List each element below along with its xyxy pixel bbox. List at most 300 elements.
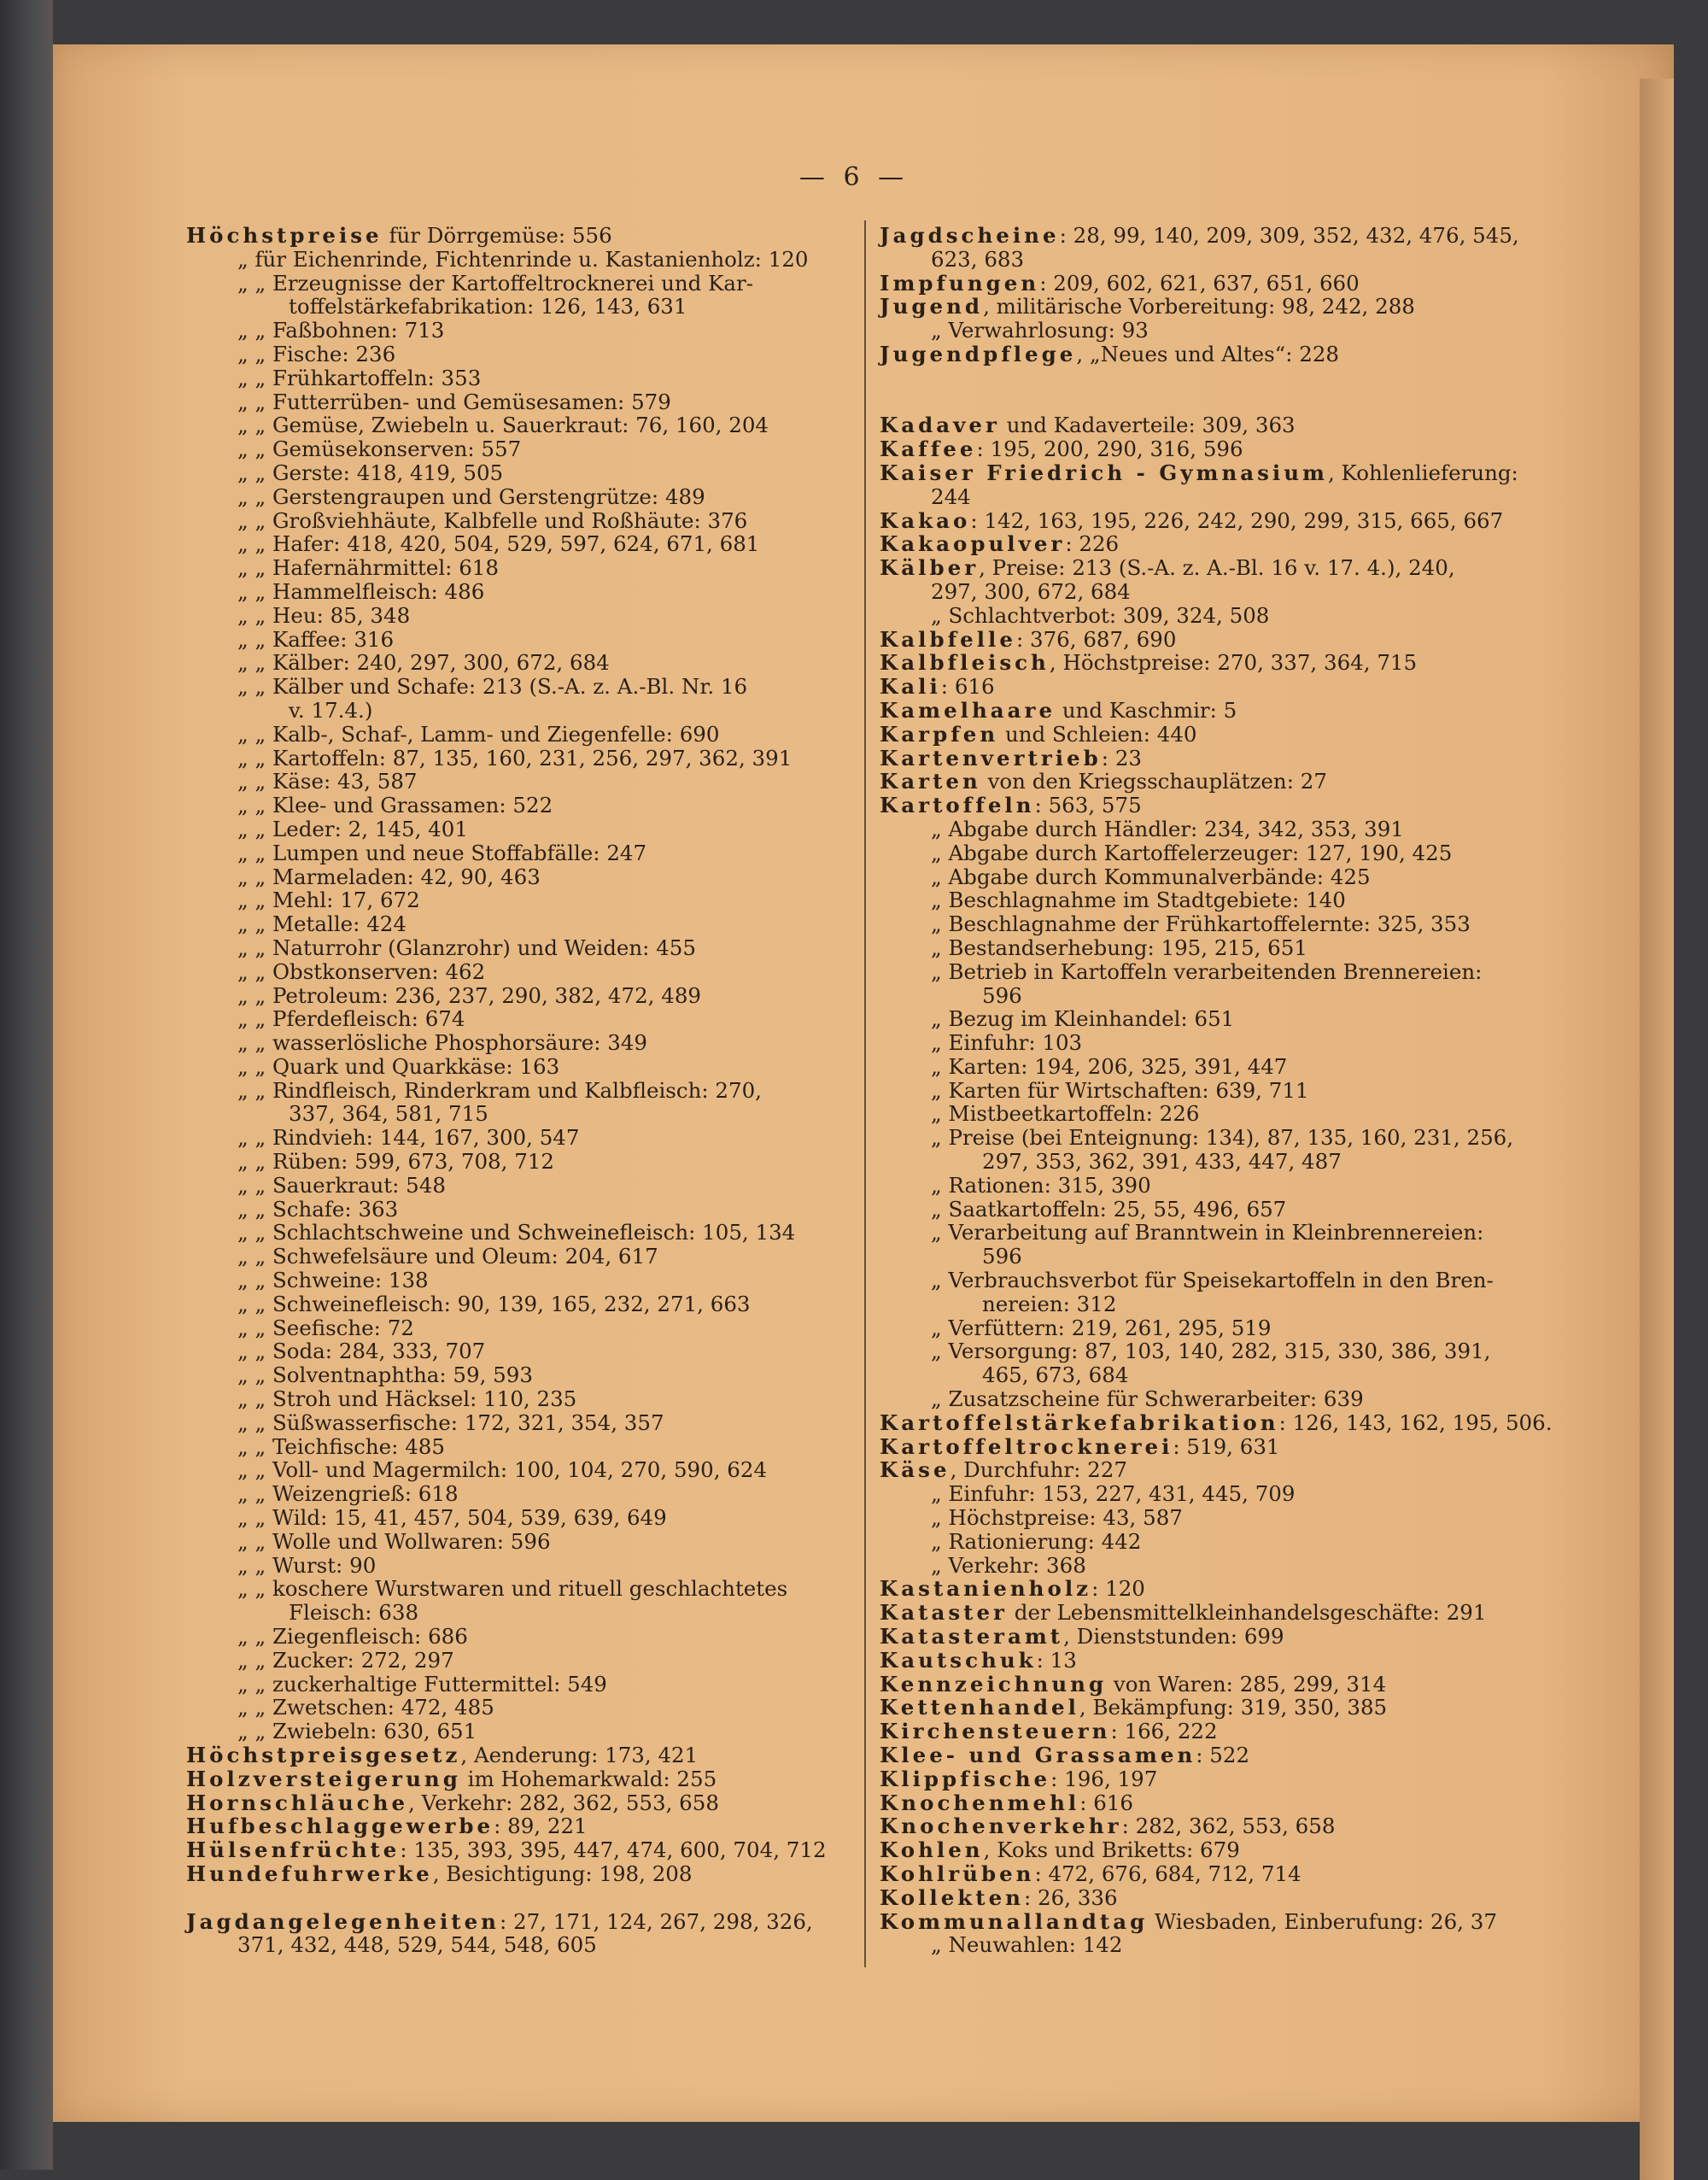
index-entry bbox=[186, 1482, 852, 1506]
index-entry bbox=[880, 1838, 1546, 1862]
index-text: „ Neuwahlen: 142 bbox=[931, 1932, 1123, 1958]
index-entry bbox=[186, 1387, 852, 1411]
index-entry bbox=[880, 224, 1546, 248]
index-text: „ „ Rindfleisch, Rinderkram und Kalbfleisch: 270, bbox=[237, 1077, 762, 1103]
index-keyword: Kadaver bbox=[880, 413, 1000, 438]
index-text: „ „ Schweinefleisch: 90, 139, 165, 232, 271, 663 bbox=[237, 1291, 751, 1316]
index-text: , militärische Vorbereitung: 98, 242, 288 bbox=[983, 294, 1415, 319]
index-text: toffelstärkefabrikation: 126, 143, 631 bbox=[289, 294, 687, 319]
index-text: : 519, 631 bbox=[1173, 1433, 1280, 1459]
index-text: „ „ koschere Wurstwaren und rituell geschlachtetes bbox=[237, 1576, 788, 1602]
index-text: : 27, 171, 124, 267, 298, 326, bbox=[500, 1908, 813, 1934]
index-keyword: Klippfische bbox=[880, 1766, 1051, 1791]
index-keyword: Kaiser Friedrich - Gymnasium bbox=[880, 460, 1328, 485]
index-text: „ „ Solventnaphtha: 59, 593 bbox=[237, 1362, 533, 1388]
index-entry bbox=[186, 224, 852, 248]
index-entry bbox=[186, 1007, 852, 1031]
index-entry bbox=[880, 1245, 1546, 1269]
index-entry bbox=[880, 1363, 1546, 1387]
index-text: : 13 bbox=[1036, 1647, 1077, 1673]
index-text: der Lebensmittelkleinhandelsgeschäfte: 291 bbox=[1007, 1600, 1487, 1626]
index-entry bbox=[880, 984, 1546, 1008]
index-entry bbox=[186, 1933, 852, 1957]
index-text: „ „ wasserlösliche Phosphorsäure: 349 bbox=[237, 1030, 647, 1056]
index-text: „ „ Schweine: 138 bbox=[237, 1268, 429, 1293]
index-entry bbox=[186, 1198, 852, 1222]
index-entry bbox=[186, 651, 852, 675]
index-entry bbox=[880, 651, 1546, 675]
index-entry bbox=[880, 794, 1546, 818]
index-keyword: Klee- und Grassamen bbox=[880, 1743, 1196, 1767]
index-column-left bbox=[186, 224, 852, 1957]
index-entry bbox=[880, 1387, 1546, 1411]
index-entry bbox=[186, 248, 852, 272]
index-text: „ „ Weizengrieß: 618 bbox=[237, 1481, 459, 1507]
index-text: : 166, 222 bbox=[1110, 1719, 1218, 1744]
index-text: : 472, 676, 684, 712, 714 bbox=[1034, 1861, 1301, 1886]
index-entry bbox=[186, 912, 852, 936]
index-entry bbox=[880, 1339, 1546, 1363]
index-text: im Hohemarkwald: 255 bbox=[460, 1766, 717, 1791]
index-keyword: Kalbfleisch bbox=[880, 650, 1050, 676]
index-text: „ Schlachtverbot: 309, 324, 508 bbox=[931, 602, 1270, 628]
index-keyword: Hundefuhrwerke bbox=[186, 1861, 433, 1886]
index-entry bbox=[880, 272, 1546, 296]
index-keyword: Jagdangelegenheiten bbox=[186, 1908, 500, 1934]
index-text: „ „ Voll- und Magermilch: 100, 104, 270, 590, 624 bbox=[237, 1457, 768, 1483]
index-keyword: Kataster bbox=[880, 1600, 1008, 1626]
index-text: : 23 bbox=[1101, 745, 1142, 771]
index-text: , Aenderung: 173, 421 bbox=[460, 1743, 699, 1767]
index-text: „ „ Wild: 15, 41, 457, 504, 539, 639, 649 bbox=[237, 1505, 667, 1531]
index-entry bbox=[186, 272, 852, 296]
index-text: „ Saatkartoffeln: 25, 55, 496, 657 bbox=[931, 1196, 1287, 1222]
index-entry bbox=[186, 723, 852, 747]
index-keyword: Kirchensteuern bbox=[880, 1719, 1111, 1744]
index-entry bbox=[880, 1506, 1546, 1530]
index-text: „ „ Käse: 43, 587 bbox=[237, 769, 418, 794]
index-keyword: Jagdscheine bbox=[880, 223, 1060, 248]
index-text: „ Versorgung: 87, 103, 140, 282, 315, 330, 386, 391, bbox=[931, 1339, 1491, 1364]
index-entry bbox=[880, 1007, 1546, 1031]
index-entry bbox=[186, 1126, 852, 1150]
index-text: von den Kriegsschauplätzen: 27 bbox=[980, 769, 1327, 794]
index-text: „ „ Leder: 2, 145, 401 bbox=[237, 816, 468, 841]
index-keyword: Kakaopulver bbox=[880, 531, 1066, 557]
index-entry bbox=[186, 461, 852, 485]
index-entry bbox=[880, 723, 1546, 747]
index-entry bbox=[186, 699, 852, 723]
index-text: 596 bbox=[982, 1244, 1022, 1269]
index-entry bbox=[186, 1743, 852, 1767]
index-text: : 522 bbox=[1196, 1743, 1250, 1767]
index-entry bbox=[186, 1696, 852, 1720]
index-text: „ Abgabe durch Kommunalverbände: 425 bbox=[931, 864, 1371, 889]
index-entry bbox=[880, 1720, 1546, 1743]
index-text: : 196, 197 bbox=[1050, 1766, 1158, 1791]
index-entry bbox=[880, 747, 1546, 771]
index-text: 337, 364, 581, 715 bbox=[289, 1101, 488, 1127]
index-text: „ „ Sauerkraut: 548 bbox=[237, 1172, 446, 1198]
index-text: „ „ Gemüse, Zwiebeln u. Sauerkraut: 76, 160, 204 bbox=[237, 413, 769, 438]
index-entry bbox=[186, 1435, 852, 1459]
index-entry bbox=[880, 818, 1546, 841]
index-text: , Kohlenlieferung: bbox=[1327, 460, 1518, 485]
index-entry bbox=[186, 1838, 852, 1862]
index-text: „ „ Kaffee: 316 bbox=[237, 626, 395, 652]
index-entry bbox=[186, 1649, 852, 1673]
index-text: „ Einfuhr: 103 bbox=[931, 1030, 1083, 1056]
index-entry bbox=[880, 960, 1546, 984]
index-column-right bbox=[880, 223, 1553, 1958]
index-text: „ „ Gerste: 418, 419, 505 bbox=[237, 460, 504, 485]
index-text: „ Verfüttern: 219, 261, 295, 519 bbox=[931, 1315, 1272, 1340]
index-keyword: Knochenverkehr bbox=[880, 1814, 1122, 1839]
index-text: „ „ Kalb-, Schaf-, Lamm- und Ziegenfelle: 690 bbox=[237, 721, 720, 747]
index-entry bbox=[880, 1221, 1546, 1245]
index-text: 623, 683 bbox=[931, 246, 1025, 272]
index-entry bbox=[186, 770, 852, 794]
index-entry bbox=[880, 1625, 1546, 1649]
index-entry bbox=[880, 1482, 1546, 1506]
index-text: „ „ Kartoffeln: 87, 135, 160, 231, 256, 297, 362, 391 bbox=[237, 745, 793, 771]
column-divider bbox=[864, 220, 866, 1967]
index-text: „ „ Ziegenfleisch: 686 bbox=[237, 1624, 468, 1650]
index-keyword: Höchstpreise bbox=[186, 223, 383, 248]
index-keyword: Kartoffeln bbox=[880, 793, 1035, 818]
index-entry bbox=[880, 295, 1546, 319]
index-text: , Durchfuhr: 227 bbox=[950, 1457, 1127, 1483]
index-entry bbox=[186, 1814, 852, 1838]
blank-line bbox=[880, 390, 1546, 414]
index-entry bbox=[186, 1221, 852, 1245]
index-entry bbox=[880, 1910, 1546, 1934]
index-keyword: Hornschläuche bbox=[186, 1790, 409, 1815]
index-keyword: Kartoffelstärkefabrikation bbox=[880, 1409, 1279, 1435]
index-entry bbox=[880, 1102, 1546, 1126]
index-text: „ Verwahrlosung: 93 bbox=[931, 318, 1149, 343]
index-text: „ Karten: 194, 206, 325, 391, 447 bbox=[931, 1053, 1288, 1079]
index-entry bbox=[186, 1673, 852, 1697]
index-text: von Waren: 285, 299, 314 bbox=[1107, 1671, 1387, 1697]
index-text: „ „ Kälber und Schafe: 213 (S.-A. z. A.-Bl. Nr. 16 bbox=[237, 674, 748, 700]
index-entry bbox=[880, 865, 1546, 889]
index-text: , Dienststunden: 699 bbox=[1063, 1624, 1284, 1650]
index-entry bbox=[186, 1055, 852, 1079]
index-entry bbox=[880, 1554, 1546, 1578]
index-text: „ „ Heu: 85, 348 bbox=[237, 602, 411, 628]
index-keyword: Holzversteigerung bbox=[186, 1766, 461, 1791]
index-text: „ „ Futterrüben- und Gemüsesamen: 579 bbox=[237, 389, 671, 414]
index-entry bbox=[186, 1316, 852, 1340]
index-entry bbox=[186, 556, 852, 580]
index-entry bbox=[880, 628, 1546, 652]
index-text: „ „ Lumpen und neue Stoffabfälle: 247 bbox=[237, 840, 647, 865]
index-entry bbox=[186, 1339, 852, 1363]
index-text: „ „ Hammelfleisch: 486 bbox=[237, 578, 485, 604]
index-text: 371, 432, 448, 529, 544, 548, 605 bbox=[237, 1932, 597, 1958]
index-keyword: Kälber bbox=[880, 555, 980, 581]
blank-line bbox=[186, 1886, 852, 1910]
index-text: „ „ Kälber: 240, 297, 300, 672, 684 bbox=[237, 650, 610, 676]
index-keyword: Jugendpflege bbox=[880, 341, 1077, 366]
index-entry bbox=[186, 1577, 852, 1601]
index-text: „ Karten für Wirtschaften: 639, 711 bbox=[931, 1077, 1309, 1103]
index-text: : 616 bbox=[1079, 1790, 1134, 1815]
index-text: „ Einfuhr: 153, 227, 431, 445, 709 bbox=[931, 1481, 1296, 1507]
index-text: : 135, 393, 395, 447, 474, 600, 704, 712 bbox=[400, 1837, 827, 1863]
index-entry bbox=[880, 770, 1546, 794]
index-keyword: Kohlrüben bbox=[880, 1861, 1035, 1886]
index-entry bbox=[186, 1625, 852, 1649]
index-entry bbox=[186, 1862, 852, 1886]
index-entry bbox=[880, 888, 1546, 912]
index-keyword: Impfungen bbox=[880, 270, 1040, 296]
index-keyword: Kakao bbox=[880, 507, 971, 533]
index-text: „ für Eichenrinde, Fichtenrinde u. Kastanienholz: 120 bbox=[237, 246, 809, 272]
index-text: „ Rationen: 315, 390 bbox=[931, 1172, 1151, 1198]
index-text: „ „ Obstkonserven: 462 bbox=[237, 958, 486, 984]
index-entry bbox=[186, 604, 852, 628]
index-text: 297, 300, 672, 684 bbox=[931, 578, 1131, 604]
index-entry bbox=[186, 1601, 852, 1625]
index-entry bbox=[880, 1530, 1546, 1554]
index-entry bbox=[880, 1743, 1546, 1767]
index-text: Wiesbaden, Einberufung: 26, 37 bbox=[1148, 1908, 1497, 1934]
index-keyword: Höchstpreisgesetz bbox=[186, 1743, 461, 1767]
index-keyword: Hufbeschlaggewerbe bbox=[186, 1814, 494, 1839]
index-text: und Kaschmir: 5 bbox=[1056, 697, 1237, 723]
index-entry bbox=[880, 556, 1546, 580]
index-entry bbox=[880, 841, 1546, 865]
index-keyword: Kaffee bbox=[880, 437, 977, 462]
index-entry bbox=[186, 1530, 852, 1554]
index-entry bbox=[186, 818, 852, 841]
index-entry bbox=[880, 1269, 1546, 1292]
index-entry bbox=[880, 1150, 1546, 1174]
index-keyword: Kautschuk bbox=[880, 1647, 1037, 1673]
index-entry bbox=[186, 1150, 852, 1174]
index-entry bbox=[880, 485, 1546, 509]
index-entry bbox=[880, 1649, 1546, 1673]
index-entry bbox=[880, 248, 1546, 272]
index-entry bbox=[880, 1126, 1546, 1150]
index-text: „ „ Großviehhäute, Kalbfelle und Roßhäute: 376 bbox=[237, 507, 748, 533]
index-text: „ „ Seefische: 72 bbox=[237, 1315, 414, 1340]
index-text: „ „ Stroh und Häcksel: 110, 235 bbox=[237, 1386, 577, 1412]
index-text: , Koks und Briketts: 679 bbox=[983, 1837, 1240, 1863]
page-number: — 6 — bbox=[798, 162, 910, 192]
index-text: „ Abgabe durch Händler: 234, 342, 353, 391 bbox=[931, 816, 1404, 841]
index-text: , Verkehr: 282, 362, 553, 658 bbox=[408, 1790, 719, 1815]
index-text: Fleisch: 638 bbox=[289, 1600, 419, 1626]
index-text: : 28, 99, 140, 209, 309, 352, 432, 476, 545, bbox=[1059, 223, 1519, 248]
index-text: „ Bezug im Kleinhandel: 651 bbox=[931, 1006, 1235, 1032]
index-text: : 376, 687, 690 bbox=[1015, 626, 1177, 652]
index-entry bbox=[186, 841, 852, 865]
index-text: : 209, 602, 621, 637, 651, 660 bbox=[1039, 270, 1360, 296]
index-entry bbox=[186, 675, 852, 699]
index-entry bbox=[880, 319, 1546, 343]
index-entry bbox=[880, 532, 1546, 556]
index-entry bbox=[186, 1411, 852, 1435]
index-text: : 563, 575 bbox=[1034, 793, 1142, 818]
index-entry bbox=[880, 1435, 1546, 1459]
index-entry bbox=[880, 413, 1546, 437]
index-entry bbox=[186, 1102, 852, 1126]
index-text: „ „ Mehl: 17, 672 bbox=[237, 888, 420, 913]
index-keyword: Karten bbox=[880, 769, 981, 794]
index-text: „ „ Rüben: 599, 673, 708, 712 bbox=[237, 1149, 554, 1175]
index-text: „ „ Faßbohnen: 713 bbox=[237, 318, 445, 343]
index-entry bbox=[186, 936, 852, 960]
index-keyword: Kennzeichnung bbox=[880, 1671, 1108, 1697]
index-entry bbox=[880, 461, 1546, 485]
index-entry bbox=[880, 1079, 1546, 1103]
index-text: „ „ Hafernährmittel: 618 bbox=[237, 555, 499, 581]
index-text: 244 bbox=[931, 483, 971, 509]
index-entry bbox=[186, 1031, 852, 1055]
index-entry bbox=[880, 1696, 1546, 1720]
index-entry bbox=[186, 628, 852, 652]
index-text: „ Verkehr: 368 bbox=[931, 1552, 1086, 1578]
index-text: für Dörrgemüse: 556 bbox=[382, 223, 612, 248]
index-entry bbox=[880, 1174, 1546, 1198]
index-text: 596 bbox=[982, 982, 1022, 1008]
index-keyword: Kali bbox=[880, 674, 941, 700]
index-text: : 126, 143, 162, 195, 506. bbox=[1278, 1409, 1553, 1435]
index-entry bbox=[186, 1458, 852, 1482]
index-text: „ Beschlagnahme der Frühkartoffelernte: 325, 353 bbox=[931, 911, 1471, 937]
index-keyword: Karpfen bbox=[880, 721, 999, 747]
index-keyword: Kamelhaare bbox=[880, 697, 1056, 723]
index-text: „ Rationierung: 442 bbox=[931, 1528, 1142, 1554]
index-keyword: Kartenvertrieb bbox=[880, 745, 1102, 771]
index-entry bbox=[880, 1862, 1546, 1886]
index-entry bbox=[186, 1292, 852, 1316]
index-entry bbox=[186, 1079, 852, 1103]
index-entry bbox=[186, 865, 852, 889]
index-entry bbox=[186, 1720, 852, 1743]
index-text: „ Betrieb in Kartoffeln verarbeitenden Brennereien: bbox=[931, 958, 1483, 984]
index-text: , Höchstpreise: 270, 337, 364, 715 bbox=[1049, 650, 1418, 676]
index-text: „ „ zuckerhaltige Futtermittel: 549 bbox=[237, 1671, 607, 1697]
index-text: „ Preise (bei Enteignung: 134), 87, 135, 160, 231, 256, bbox=[931, 1125, 1514, 1151]
page-edge bbox=[1640, 79, 1674, 2180]
index-entry bbox=[186, 532, 852, 556]
index-text: „ „ Klee- und Grassamen: 522 bbox=[237, 793, 553, 818]
index-text: „ Abgabe durch Kartoffelerzeuger: 127, 190, 425 bbox=[931, 840, 1453, 865]
index-text: nereien: 312 bbox=[982, 1291, 1117, 1316]
index-entry bbox=[880, 1292, 1546, 1316]
index-text: „ „ Pferdefleisch: 674 bbox=[237, 1006, 465, 1032]
index-text: v. 17.4.) bbox=[289, 697, 373, 723]
index-text: : 195, 200, 290, 316, 596 bbox=[976, 437, 1243, 462]
index-entry bbox=[186, 485, 852, 509]
index-entry bbox=[186, 390, 852, 414]
index-text: „ Höchstpreise: 43, 587 bbox=[931, 1505, 1183, 1531]
index-text: „ Beschlagnahme im Stadtgebiete: 140 bbox=[931, 888, 1346, 913]
index-keyword: Kettenhandel bbox=[880, 1695, 1079, 1720]
index-keyword: Kartoffeltrocknerei bbox=[880, 1433, 1173, 1459]
index-entry bbox=[880, 675, 1546, 699]
index-text: : 142, 163, 195, 226, 242, 290, 299, 315, 665, 667 bbox=[970, 507, 1504, 533]
index-text: „ „ Zucker: 272, 297 bbox=[237, 1647, 454, 1673]
index-entry bbox=[880, 437, 1546, 461]
index-entry bbox=[880, 1409, 1553, 1435]
index-keyword: Käse bbox=[880, 1457, 951, 1483]
index-text: „ „ Zwetschen: 472, 485 bbox=[237, 1695, 494, 1720]
index-entry bbox=[880, 1031, 1546, 1055]
index-text: „ „ Schafe: 363 bbox=[237, 1196, 399, 1222]
index-keyword: Hülsenfrüchte bbox=[186, 1837, 401, 1863]
index-keyword: Knochenmehl bbox=[880, 1790, 1080, 1815]
index-text: 297, 353, 362, 391, 433, 447, 487 bbox=[982, 1149, 1342, 1175]
blank-line bbox=[880, 366, 1546, 390]
index-text: „ „ Wurst: 90 bbox=[237, 1552, 377, 1578]
index-keyword: Katasteramt bbox=[880, 1624, 1064, 1650]
index-text: „ „ Rindvieh: 144, 167, 300, 547 bbox=[237, 1125, 580, 1151]
index-entry bbox=[186, 437, 852, 461]
index-text: „ Mistbeetkartoffeln: 226 bbox=[931, 1101, 1200, 1127]
index-entry bbox=[880, 343, 1546, 366]
index-entry bbox=[880, 1601, 1546, 1625]
index-entry bbox=[880, 699, 1546, 723]
index-entry bbox=[880, 1933, 1546, 1957]
index-entry bbox=[880, 1458, 1546, 1482]
index-keyword: Kollekten bbox=[880, 1884, 1024, 1910]
index-entry bbox=[880, 1577, 1546, 1601]
index-text: „ Verarbeitung auf Branntwein in Kleinbrennereien: bbox=[931, 1220, 1484, 1245]
index-text: „ „ Metalle: 424 bbox=[237, 911, 407, 937]
index-text: „ „ Gerstengraupen und Gerstengrütze: 489 bbox=[237, 483, 705, 509]
index-text: , „Neues und Altes“: 228 bbox=[1076, 341, 1340, 366]
index-keyword: Jugend bbox=[880, 294, 984, 319]
index-text: „ „ Schlachtschweine und Schweinefleisch: 105, 134 bbox=[237, 1220, 796, 1245]
index-entry bbox=[186, 1174, 852, 1198]
index-text: „ Verbrauchsverbot für Speisekartoffeln in den Bren- bbox=[931, 1268, 1494, 1293]
index-entry bbox=[880, 1198, 1546, 1222]
index-text: „ „ Zwiebeln: 630, 651 bbox=[237, 1719, 477, 1744]
index-text: „ „ Hafer: 418, 420, 504, 529, 597, 624, 671, 681 bbox=[237, 531, 760, 557]
index-text: , Preise: 213 (S.-A. z. A.-Bl. 16 v. 17. 4.), 240, bbox=[979, 555, 1455, 581]
index-entry bbox=[880, 1055, 1546, 1079]
index-text: und Kadaverteile: 309, 363 bbox=[999, 413, 1296, 438]
index-entry bbox=[880, 936, 1546, 960]
index-entry bbox=[186, 1269, 852, 1292]
index-text: , Bekämpfung: 319, 350, 385 bbox=[1079, 1695, 1388, 1720]
index-entry bbox=[186, 1554, 852, 1578]
index-entry bbox=[880, 912, 1546, 936]
index-entry bbox=[186, 295, 852, 319]
index-keyword: Kalbfelle bbox=[880, 626, 1016, 652]
index-entry bbox=[186, 794, 852, 818]
index-entry bbox=[186, 413, 852, 437]
index-text: „ „ Teichfische: 485 bbox=[237, 1433, 445, 1459]
index-entry bbox=[186, 888, 852, 912]
index-text: : 89, 221 bbox=[494, 1814, 588, 1839]
index-entry bbox=[186, 1363, 852, 1387]
index-entry bbox=[186, 984, 852, 1008]
index-entry bbox=[186, 960, 852, 984]
index-text: : 282, 362, 553, 658 bbox=[1121, 1814, 1336, 1839]
index-entry bbox=[186, 580, 852, 604]
index-entry bbox=[186, 1791, 852, 1815]
book-binding bbox=[0, 0, 53, 2170]
index-entry bbox=[186, 1910, 852, 1934]
index-entry bbox=[880, 1673, 1546, 1697]
index-text: „ „ Naturrohr (Glanzrohr) und Weiden: 455 bbox=[237, 935, 696, 960]
